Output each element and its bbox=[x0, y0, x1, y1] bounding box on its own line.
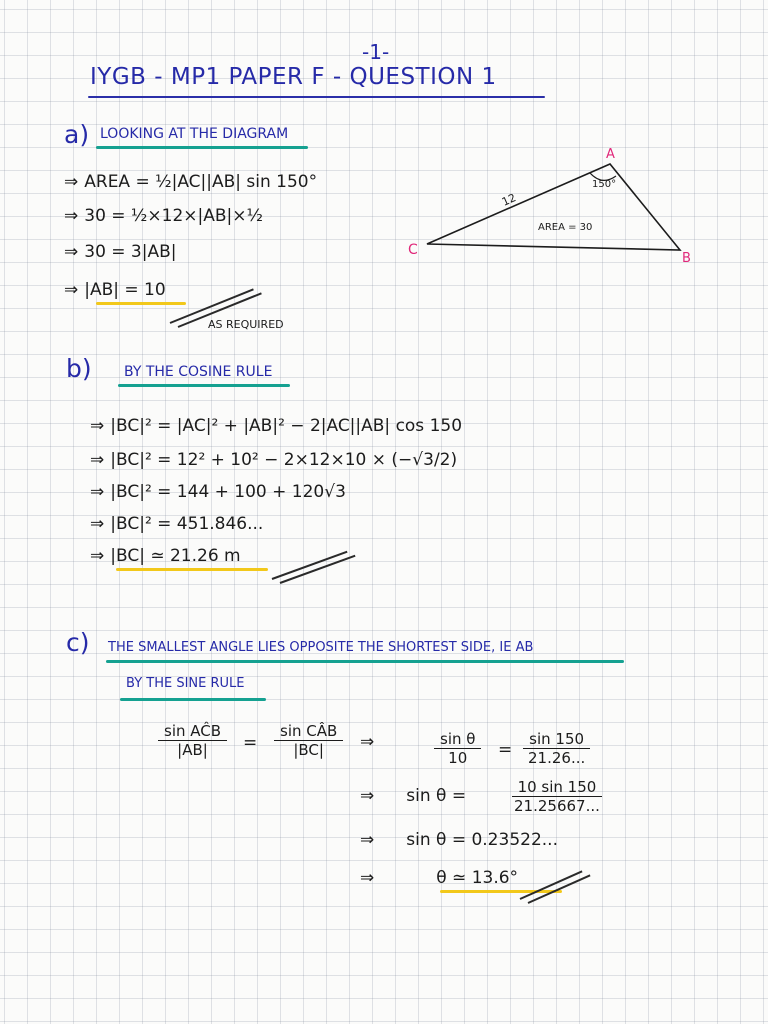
angle-arc bbox=[590, 173, 616, 180]
vertex-b-label: B bbox=[682, 251, 691, 266]
part-b-line-2: ⇒ |BC|² = 12² + 10² − 2×12×10 × (−√3/2) bbox=[90, 450, 458, 470]
part-c-subheading: BY THE SINE RULE bbox=[126, 676, 245, 691]
answer-slash-mark bbox=[272, 551, 348, 580]
implies-arrow-icon: ⇒ bbox=[90, 450, 105, 470]
sine-rule-equals: = bbox=[243, 733, 258, 753]
sine-rule-right-num: sin CÂB bbox=[274, 722, 343, 741]
implies-arrow-icon: ⇒ bbox=[64, 280, 79, 300]
sine-rule-right-fraction bbox=[274, 722, 343, 759]
part-c-subheading-underline bbox=[120, 698, 266, 701]
implies-arrow-icon: ⇒ bbox=[64, 172, 79, 192]
part-a-line-2: ⇒ 30 = ½×12×|AB|×½ bbox=[64, 206, 263, 226]
implies-arrow-icon: ⇒ bbox=[64, 206, 79, 226]
part-b-label: b) bbox=[66, 354, 92, 383]
part-a-heading: LOOKING AT THE DIAGRAM bbox=[100, 126, 289, 142]
sine-rule-left-den: |AB| bbox=[177, 741, 208, 759]
step-1-right-fraction bbox=[522, 730, 591, 767]
implies-arrow-icon: ⇒ bbox=[90, 416, 105, 436]
implies-arrow-icon: ⇒ bbox=[90, 546, 105, 566]
triangle-abc bbox=[427, 164, 680, 250]
implies-arrow-icon: ⇒ bbox=[360, 732, 375, 752]
implies-arrow-icon: ⇒ bbox=[360, 868, 375, 888]
step-2-fraction bbox=[508, 778, 606, 815]
part-c-step-3: ⇒ sin θ = 0.23522... bbox=[360, 830, 558, 850]
sine-rule-left-fraction bbox=[158, 722, 227, 759]
part-a-line-1: ⇒ AREA = ½|AC||AB| sin 150° bbox=[64, 172, 318, 192]
step-1-equals: = bbox=[498, 740, 513, 760]
part-b-line-5: ⇒ |BC| ≃ 21.26 m bbox=[90, 546, 241, 566]
part-a-label: a) bbox=[64, 120, 90, 149]
vertex-a-label: A bbox=[606, 147, 615, 162]
part-b-line-1: ⇒ |BC|² = |AC|² + |AB|² − 2|AC||AB| cos 150 bbox=[90, 416, 463, 436]
part-c-step-1 bbox=[360, 732, 380, 752]
title-underline bbox=[88, 96, 545, 98]
part-c-step-2: ⇒ sin θ = bbox=[360, 786, 467, 806]
implies-arrow-icon: ⇒ bbox=[360, 786, 375, 806]
area-label: AREA = 30 bbox=[538, 222, 593, 233]
part-c-label: c) bbox=[66, 628, 90, 657]
implies-arrow-icon: ⇒ bbox=[90, 514, 105, 534]
page-title: IYGB - MP1 PAPER F - QUESTION 1 bbox=[90, 64, 497, 90]
step-1-left-fraction bbox=[434, 730, 481, 767]
part-c-heading-underline bbox=[106, 660, 624, 663]
part-b-line-3: ⇒ |BC|² = 144 + 100 + 120√3 bbox=[90, 482, 346, 502]
answer-slash-mark bbox=[280, 555, 356, 584]
part-b-answer-highlight bbox=[116, 568, 268, 571]
part-c-heading: THE SMALLEST ANGLE LIES OPPOSITE THE SHORTEST SIDE, IE AB bbox=[108, 640, 534, 655]
sine-rule-right-den: |BC| bbox=[293, 741, 324, 759]
part-b-heading: BY THE COSINE RULE bbox=[124, 364, 273, 380]
step-1-num: sin θ bbox=[434, 730, 481, 749]
side-label: 12 bbox=[499, 191, 519, 209]
step-1-rden: 21.26... bbox=[528, 749, 586, 767]
part-b-line-4: ⇒ |BC|² = 451.846... bbox=[90, 514, 264, 534]
part-a-line-3: ⇒ 30 = 3|AB| bbox=[64, 242, 177, 262]
part-c-answer-highlight bbox=[440, 890, 562, 893]
step-2-den: 21.25667... bbox=[514, 797, 600, 815]
step-1-den: 10 bbox=[448, 749, 468, 767]
part-a-line-4: ⇒ |AB| = 10 bbox=[64, 280, 166, 300]
angle-label: 150° bbox=[592, 179, 617, 190]
part-c-step-4: ⇒ θ ≃ 13.6° bbox=[360, 868, 519, 888]
implies-arrow-icon: ⇒ bbox=[360, 830, 375, 850]
vertex-c-label: C bbox=[408, 242, 418, 258]
step-2-num: 10 sin 150 bbox=[512, 778, 603, 797]
part-a-heading-underline bbox=[96, 146, 308, 149]
sine-rule-left-num: sin AĈB bbox=[158, 722, 227, 741]
part-a-answer-highlight bbox=[96, 302, 186, 305]
part-b-heading-underline bbox=[118, 384, 290, 387]
implies-arrow-icon: ⇒ bbox=[64, 242, 79, 262]
page-number: -1- bbox=[362, 40, 390, 64]
step-1-rnum: sin 150 bbox=[523, 730, 590, 749]
implies-arrow-icon: ⇒ bbox=[90, 482, 105, 502]
answer-slash-mark bbox=[520, 870, 583, 899]
part-a-note: AS REQUIRED bbox=[208, 318, 284, 331]
